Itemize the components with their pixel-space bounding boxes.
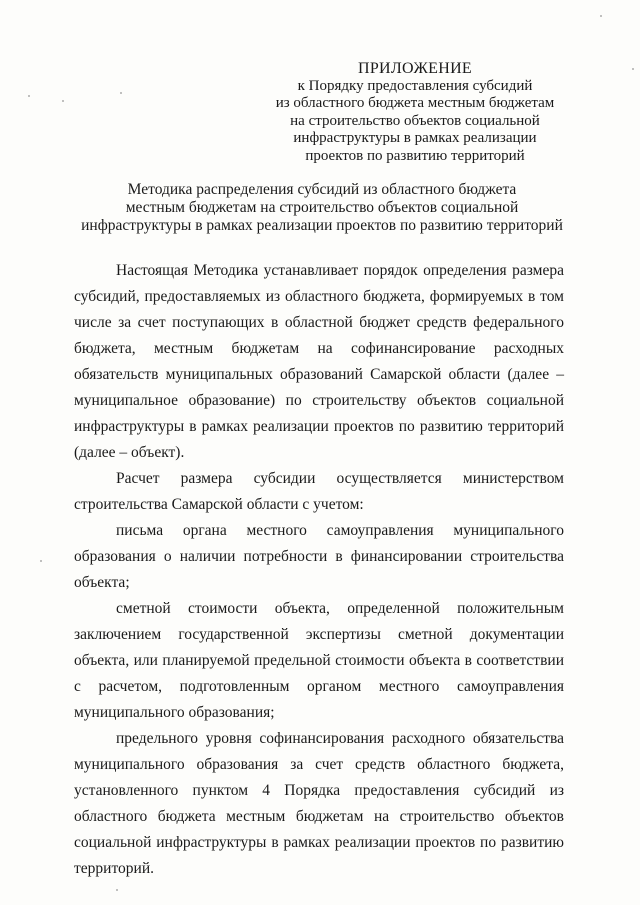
appendix-block [250, 60, 580, 165]
document-title-line: Методика распределения субсидий из областного бюджета [127, 181, 517, 198]
appendix-line: на строительство объектов социальной [290, 112, 540, 129]
scan-speck [40, 560, 42, 562]
document-title-line: инфраструктуры в рамках реализации проектов по развитию территорий [81, 217, 563, 234]
body-paragraph: предельного уровня софинансирования расходного обязательства муниципального образования за счет средств областного бюджета, установленного пунктом 4 Порядка предоставления субсидий из областного бюджета местным бюджетам на строительство объектов социальной инфраструктуры в рамках реализации проектов по развитию территорий. [74, 730, 564, 877]
appendix-line: проектов по развитию территорий [305, 147, 525, 164]
appendix-line: инфраструктуры в рамках реализации [293, 130, 537, 146]
scan-speck [62, 100, 64, 102]
appendix-title: ПРИЛОЖЕНИЕ [357, 60, 472, 77]
document-title [62, 181, 582, 235]
body-paragraph: Расчет размера субсидии осуществляется министерством строительства Самарской области с учетом: [74, 470, 564, 513]
scan-speck [28, 95, 30, 97]
scan-speck [120, 92, 122, 94]
document-title-line: местным бюджетам на строительство объектов социальной [125, 199, 519, 216]
body-paragraph: Настоящая Методика устанавливает порядок определения размера субсидий, предоставляемых из областного бюджета, формируемых в том числе за счет поступающих в областной бюджет средств федерального бюджета, местным бюджетам на софинансирование расходных обязательств муниципальных образований Самарской области (далее – муниципальное образование) по строительству объектов социальной инфраструктуры в рамках реализации проектов по развитию территорий (далее – объект). [74, 262, 564, 461]
body-paragraph: письма органа местного самоуправления муниципального образования о наличии потребности в финансировании строительства объекта; [74, 522, 564, 591]
scan-speck [116, 889, 118, 891]
scan-speck [600, 15, 602, 17]
document-body [74, 258, 564, 882]
body-paragraph: сметной стоимости объекта, определенной положительным заключением государственной экспертизы сметной документации объекта, или планируемой предельной стоимости объекта в соответствии с расчетом, подготовленным органом местного самоуправления муниципального образования; [74, 600, 564, 721]
appendix-line: к Порядку предоставления субсидий [297, 77, 533, 94]
scan-speck [632, 68, 634, 70]
appendix-line: из областного бюджета местным бюджетам [275, 95, 555, 111]
